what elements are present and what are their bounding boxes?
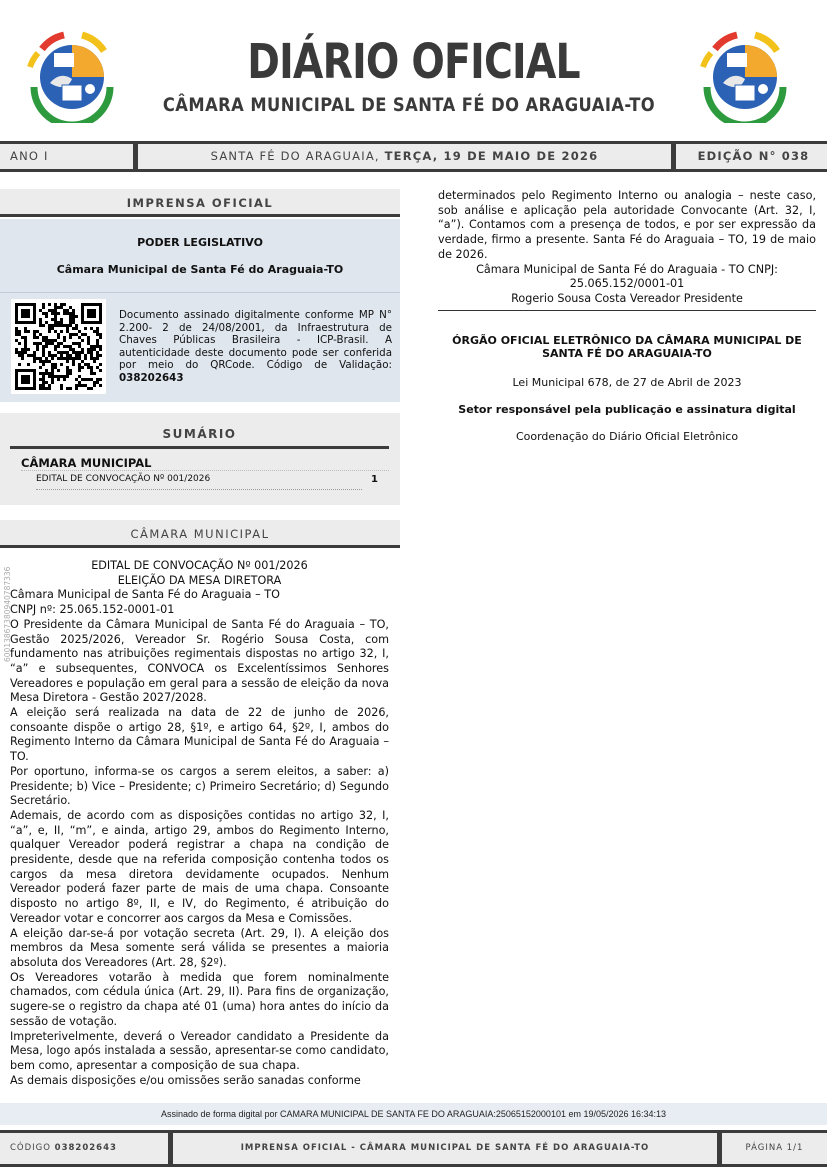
qr-code[interactable] — [11, 299, 106, 394]
summary-item-page: 1 — [371, 474, 378, 485]
footer-page-number: PÁGINA 1/1 — [745, 1143, 804, 1153]
edital-document — [10, 559, 389, 1088]
page-subtitle: CÂMARA MUNICIPAL DE SANTA FÉ DO ARAGUAIA-TO — [162, 94, 656, 116]
doc-paragraph: Por oportuno, informa-se os cargos a serem eleitos, a saber: a) Presidente; b) Vice – Presidente; c) Primeiro Secretário; d) Segundo Secretário. — [10, 764, 389, 808]
doc-line: Câmara Municipal de Santa Fé do Araguaia – TO — [10, 588, 280, 602]
poder-legislativo-label: PODER LEGISLATIVO — [137, 236, 263, 249]
summary-box — [0, 413, 400, 505]
setor-responsavel: Setor responsável pela publicação e assinatura digital — [458, 403, 796, 416]
doc-paragraph: A eleição será realizada na data de 22 de junho de 2026, consoante dispõe o artigo 28, §1º, e artigo 64, §2º, I, ambos do Regimento Interno da Câmara Municipal de Santa Fé do Araguaia – TO. — [10, 706, 389, 764]
panel-divider — [0, 292, 400, 293]
signature-rule — [438, 310, 816, 311]
doc-paragraph: Ademais, de acordo com as disposições contidas no artigo 32, I, “a”, e, II, “m”, e ainda, artigo 29, ambos do Regimento Interno, qualquer Vereador poderá registrar a chapa na condição de presidente, desde que na referida composição contenha todos os cargos da mesa diretora devidamente ocupados. Nenhum Vereador poderá fazer parte de mais de uma chapa. Consoante disposto no artigo 8º, II, e IV, do Regimento, é atribuição do Vereador votar e concorrer aos cargos da Mesa e Comissões. — [10, 808, 389, 925]
edition-info-bar — [0, 141, 827, 172]
summary-divider — [21, 470, 389, 471]
doc-paragraph: determinados pelo Regimento Interno ou analogia – neste caso, sob análise e aplicação pela autoridade Convocante (Art. 32, I, “a”). Contamos com a presença de todos, e por ser expressão da verdade, firmo a presente. Santa Fé do Araguaia – TO, 19 de maio de 2026. — [438, 189, 816, 261]
summary-leader-line — [36, 489, 362, 490]
signature-line: Câmara Municipal de Santa Fé do Araguaia - TO CNPJ: — [476, 262, 778, 276]
coordenacao: Coordenação do Diário Oficial Eletrônico — [515, 430, 739, 443]
doc-paragraph: As demais disposições e/ou omissões serão sanadas conforme — [10, 1073, 361, 1087]
doc-line: CNPJ nº: 25.065.152-0001-01 — [10, 603, 175, 617]
signature-line: 25.065.152/0001-01 — [569, 277, 685, 291]
signature-line: Rogerio Sousa Costa Vereador Presidente — [511, 291, 743, 305]
camara-name: Câmara Municipal de Santa Fé do Araguaia-TO — [56, 263, 344, 276]
bar-divider — [671, 144, 676, 169]
summary-heading: SUMÁRIO — [10, 423, 389, 449]
page-footer — [0, 1130, 827, 1167]
edital-continuation — [438, 189, 816, 307]
footer-code: CÓDIGO 038202643 — [10, 1143, 117, 1153]
legislative-panel — [0, 219, 400, 402]
section-heading: CÂMARA MUNICIPAL — [0, 520, 400, 548]
summary-item-link[interactable]: EDITAL DE CONVOCAÇÃO Nº 001/2026 — [36, 474, 211, 484]
footer-center-title: IMPRENSA OFICIAL - CÂMARA MUNICIPAL DE SANTA FÉ DO ARAGUAIA-TO — [240, 1143, 650, 1153]
page-title: DIÁRIO OFICIAL — [247, 34, 580, 90]
doc-paragraph: O Presidente da Câmara Municipal de Santa Fé do Araguaia – TO, Gestão 2025/2026, Vereador Sr. Rogério Sousa Costa, com fundamento nas atribuições regimentais dispostas no artigo 32, I, “a” e subsequentes, CONVOCA os Excelentíssimos Senhores Vereadores e população em geral para a sessão de eleição da nova Mesa Diretora - Gestão 2027/2028. — [10, 617, 389, 705]
edition-date: SANTA FÉ DO ARAGUAIA, TERÇA, 19 DE MAIO DE 2026 — [210, 149, 599, 163]
validation-code: 038202643 — [119, 371, 184, 384]
doc-paragraph: Impreterivelmente, deverá o Vereador candidato a Presidente da Mesa, logo após instalada a sessão, apresentar-se como candidato, bem como, apresentar a composição de sua chapa. — [10, 1029, 389, 1072]
digital-signed-bar: Assinado de forma digital por CAMARA MUNICIPAL DE SANTA FE DO ARAGUAIA:25065152000101 em 19/05/2026 16:34:13 — [0, 1103, 827, 1125]
edition-number: EDIÇÃO N° 038 — [697, 149, 810, 163]
digital-signature-notice: Documento assinado digitalmente conforme MP N° 2.200- 2 de 24/08/2001, da Infraestrutura de Chaves Públicas Brasileira - ICP-Brasil. A autenticidade deste documento pode ser conferida por meio do QRCode. Código de Validação: 038202643 — [119, 309, 392, 384]
document-side-code: 60013867380940787336 — [3, 566, 12, 662]
year-label: ANO I — [10, 149, 49, 163]
imprensa-oficial-heading: IMPRENSA OFICIAL — [0, 189, 400, 217]
summary-category: CÂMARA MUNICIPAL — [21, 456, 152, 470]
lei-municipal: Lei Municipal 678, de 27 de Abril de 2023 — [512, 376, 742, 389]
edital-subtitle: ELEIÇÃO DA MESA DIRETORA — [117, 573, 282, 587]
edital-title: EDITAL DE CONVOCAÇÃO Nº 001/2026 — [91, 559, 308, 572]
orgao-oficial-title: ÓRGÃO OFICIAL ELETRÔNICO DA CÂMARA MUNICIPAL DE SANTA FÉ DO ARAGUAIA-TO — [452, 334, 802, 360]
doc-paragraph: A eleição dar-se-á por votação secreta (Art. 29, I). A eleição dos membros da Mesa somente será válida se presentes a maioria absoluta dos Vereadores (Art. 28, §2º). — [10, 926, 389, 969]
doc-paragraph: Os Vereadores votarão à medida que forem nominalmente chamados, com cédula única (Art. 29, II). Para fins de organização, sugere-se o registro da chapa até 01 (uma) hora antes do início da sessão de votação. — [10, 970, 389, 1028]
